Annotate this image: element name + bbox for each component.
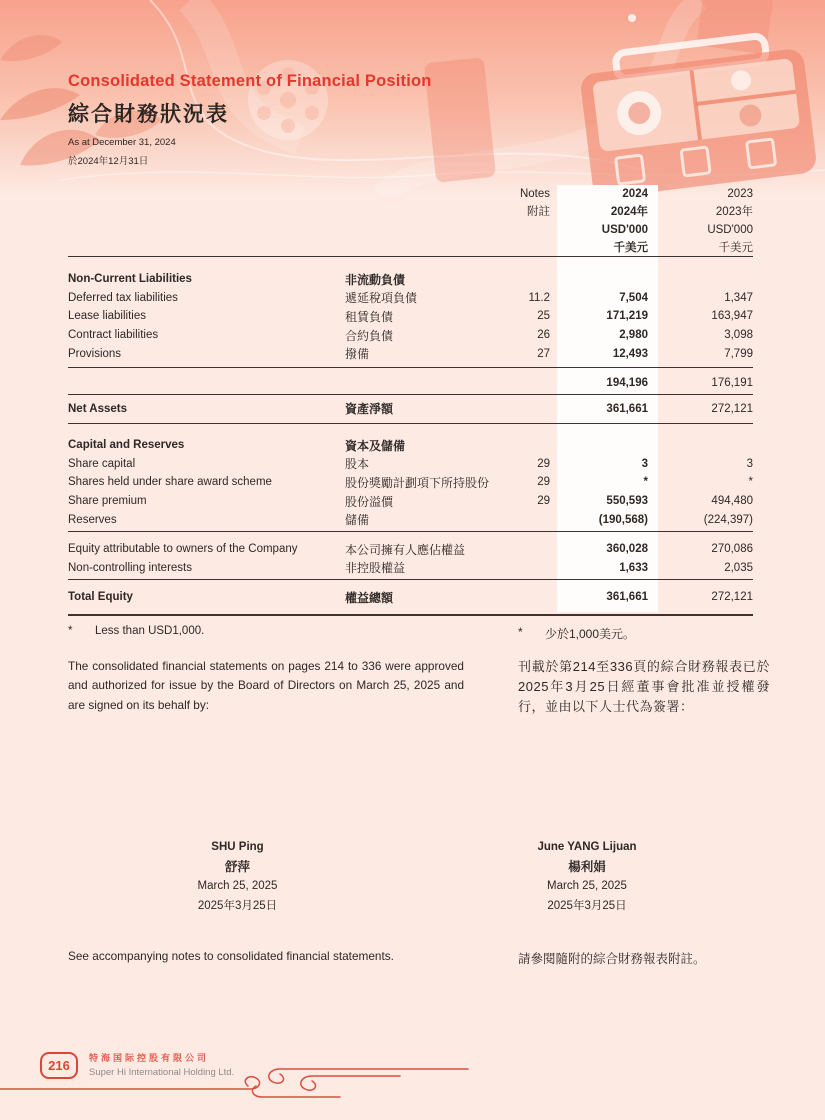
signer-name-en: June YANG Lijuan	[537, 841, 637, 853]
cloud-scroll-icon	[0, 1056, 500, 1106]
statement-date-en: As at December 31, 2024	[68, 137, 176, 148]
table-row: Shares held under share award scheme 股份獎勵計劃項下所持股份 29 * *	[68, 475, 753, 490]
table-row-section: Non-Current Liabilities 非流動負債	[68, 272, 406, 287]
closing-note-zh: 請參閱隨附的綜合財務報表附註。	[518, 952, 706, 966]
signature-date-zh: 2025年3月25日	[547, 899, 627, 912]
table-row: Share capital 股本 29 3 3	[68, 457, 753, 472]
page-title-zh: 綜合財務狀況表	[68, 103, 229, 126]
table-rule	[68, 423, 753, 424]
column-header-2024: 2024 2024年 USD'000 千美元	[601, 188, 648, 254]
table-row: Lease liabilities 租賃負債 25 171,219 163,947	[68, 309, 753, 324]
footnote-marker: *	[68, 625, 73, 637]
footnote-en: * Less than USD1,000.	[68, 625, 205, 637]
company-name-en: Super Hi International Holding Ltd.	[89, 1067, 235, 1078]
signer-name-zh: 楊利娟	[568, 859, 606, 874]
table-row-section: Capital and Reserves 資本及儲備	[68, 438, 406, 453]
company-name-zh: 特海国际控股有限公司	[89, 1053, 210, 1063]
statement-date-zh: 於2024年12月31日	[68, 156, 149, 167]
footnote-zh: * 少於1,000美元。	[518, 625, 636, 641]
approval-paragraph-zh: 刊載於第214至336頁的綜合財務報表已於2025年3月25日經董事會批准並授權發行，並由以下人士代為簽署：	[518, 659, 770, 714]
page-heading	[68, 72, 668, 167]
closing-note-en: See accompanying notes to consolidated financial statements.	[68, 949, 394, 963]
page-number: 216	[48, 1058, 70, 1073]
signature-date-zh: 2025年3月25日	[197, 899, 278, 912]
column-header-2023: 2023 2023年 USD'000 千美元	[707, 188, 753, 254]
footnote-marker: *	[518, 625, 523, 639]
signer-name-zh: 舒萍	[224, 859, 250, 874]
table-header	[68, 185, 753, 257]
signature-date-en: March 25, 2025	[547, 880, 627, 892]
table-row: Non-controlling interests 非控股權益 1,633 2,035	[68, 561, 753, 576]
table-rule	[68, 531, 753, 532]
signature-block-2	[478, 838, 696, 916]
signer-name-en: SHU Ping	[211, 841, 264, 853]
table-row: Reserves 儲備 (190,568) (224,397)	[68, 513, 753, 528]
table-rule-bottom	[68, 614, 753, 616]
table-row: Equity attributable to owners of the Company 本公司擁有人應佔權益 360,028 270,086	[68, 542, 753, 557]
column-header-notes: Notes 附註	[519, 188, 550, 218]
page-title-en: Consolidated Statement of Financial Position	[68, 72, 432, 90]
table-row: Deferred tax liabilities 遞延稅項負債 11.2 7,504 1,347	[68, 291, 753, 306]
table-row-net-assets: Net Assets 資產淨額 361,661 272,121	[68, 402, 753, 417]
table-row: Provisions 撥備 27 12,493 7,799	[68, 347, 753, 362]
signature-date-en: March 25, 2025	[197, 880, 278, 892]
financial-position-table	[68, 185, 753, 616]
table-row: Contract liabilities 合約負債 26 2,980 3,098	[68, 328, 753, 343]
table-row: Share premium 股份溢價 29 550,593 494,480	[68, 494, 753, 509]
table-row-total-equity: Total Equity 權益總額 361,661 272,121	[68, 590, 753, 605]
table-row-subtotal: 194,196 176,191	[606, 377, 753, 390]
signature-block-1	[140, 838, 335, 916]
approval-paragraph-en: The consolidated financial statements on pages 214 to 336 were approved and authorized for issue by the Board of Directors on March 25, 2025 and are signed on its behalf by:	[68, 659, 464, 712]
